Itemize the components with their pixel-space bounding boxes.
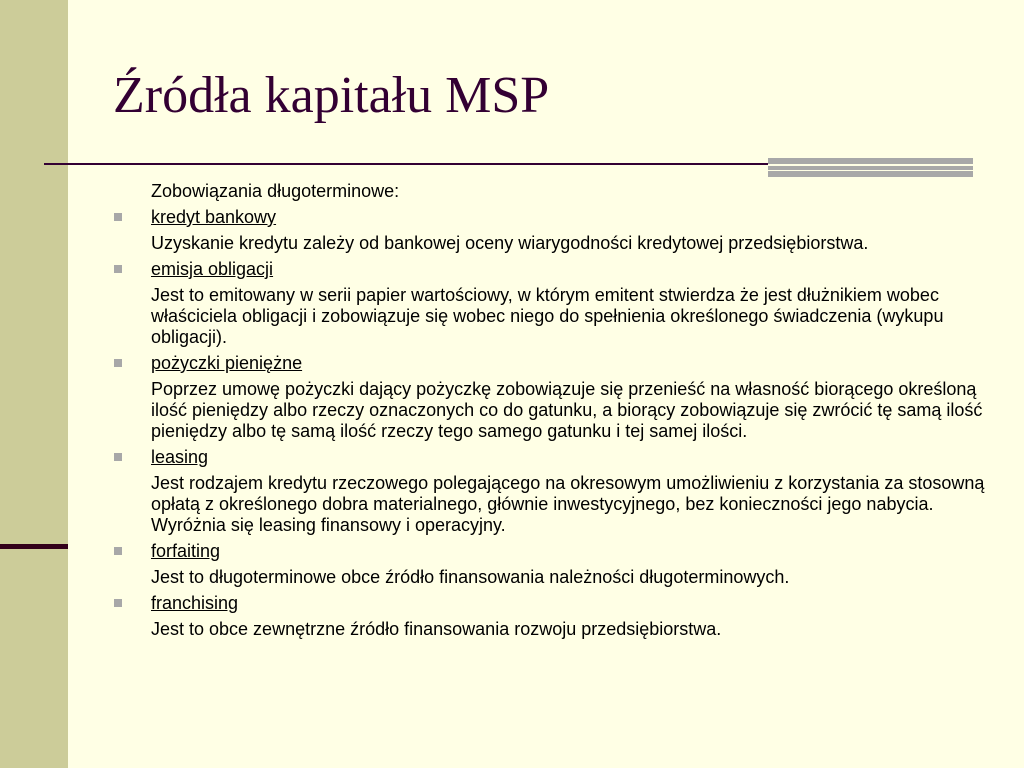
item-description bbox=[110, 233, 990, 254]
title-underline bbox=[44, 163, 768, 165]
square-bullet-icon bbox=[114, 599, 122, 607]
list-item bbox=[110, 593, 990, 614]
list-item bbox=[110, 207, 990, 228]
title-accent-bars bbox=[768, 158, 973, 178]
intro-text: Zobowiązania długoterminowe: bbox=[151, 181, 400, 201]
list-item bbox=[110, 353, 990, 374]
item-text: Jest to obce zewnętrzne źródło finansowania rozwoju przedsiębiorstwa. bbox=[151, 619, 722, 639]
slide-title: Źródła kapitału MSP bbox=[113, 67, 550, 124]
intro-paragraph bbox=[110, 181, 990, 202]
list-item bbox=[110, 259, 990, 280]
item-label-kredyt-bankowy[interactable]: kredyt bankowy bbox=[151, 207, 277, 227]
item-text: Poprzez umowę pożyczki dający pożyczkę zobowiązuje się przenieść na własność biorącego określoną ilość pieniędzy albo rzeczy oznaczonych co do gatunku, a biorący zobowiązuje się zwrócić tę samą ilość pieniędzy albo tę samą ilość rzeczy tego samego gatunku i tej samej ilości. bbox=[151, 379, 983, 441]
item-text: Uzyskanie kredytu zależy od bankowej oceny wiarygodności kredytowej przedsiębiorstwa. bbox=[151, 233, 869, 253]
item-description bbox=[110, 473, 990, 536]
slide-body bbox=[110, 181, 990, 645]
square-bullet-icon bbox=[114, 359, 122, 367]
item-text: Jest to długoterminowe obce źródło finansowania należności długoterminowych. bbox=[151, 567, 790, 587]
left-band-divider bbox=[0, 544, 68, 549]
left-decorative-band bbox=[0, 0, 68, 768]
item-label-pozyczki-pieniezne[interactable]: pożyczki pieniężne bbox=[151, 353, 303, 373]
list-item bbox=[110, 447, 990, 468]
square-bullet-icon bbox=[114, 265, 122, 273]
item-label-emisja-obligacji[interactable]: emisja obligacji bbox=[151, 259, 274, 279]
list-item bbox=[110, 541, 990, 562]
square-bullet-icon bbox=[114, 547, 122, 555]
square-bullet-icon bbox=[114, 453, 122, 461]
item-description bbox=[110, 285, 990, 348]
item-text: Jest to emitowany w serii papier wartościowy, w którym emitent stwierdza że jest dłużnikiem wobec właściciela obligacji i zobowiązuje się wobec niego do spełnienia określonego świadczenia (wykupu obligacji). bbox=[151, 285, 944, 347]
item-label-forfaiting[interactable]: forfaiting bbox=[151, 541, 221, 561]
item-description bbox=[110, 619, 990, 640]
item-text: Jest rodzajem kredytu rzeczowego polegającego na okresowym umożliwieniu z korzystania za stosowną opłatą z określonego dobra materialnego, głównie inwestycyjnego, bez konieczności jego nabycia. Wyróżnia się leasing finansowy i operacyjny. bbox=[151, 473, 985, 535]
item-description bbox=[110, 379, 990, 442]
square-bullet-icon bbox=[114, 213, 122, 221]
item-label-leasing[interactable]: leasing bbox=[151, 447, 209, 467]
item-description bbox=[110, 567, 990, 588]
item-label-franchising[interactable]: franchising bbox=[151, 593, 239, 613]
